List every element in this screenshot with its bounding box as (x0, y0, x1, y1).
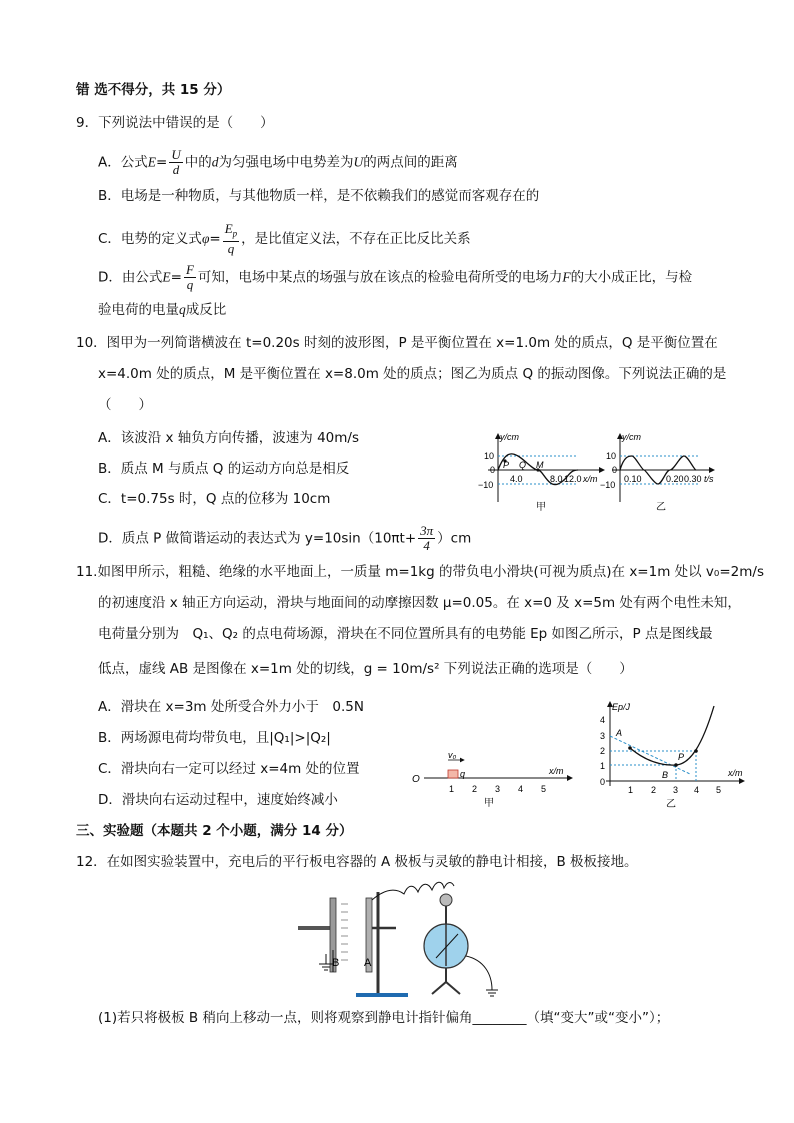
slider-on-axis-figure (412, 748, 576, 808)
q9-option-d[interactable]: D．由公式E= $\frac{F}{q}$ 可知，电场中某点的场强与放在该点的检验电荷所受的电场力F的大小成正比，与检 (98, 262, 693, 292)
q10-option-d[interactable]: D．质点 P 做简谐运动的表达式为 y=10sin（10πt+ $\frac{3\pi}{4}$ ）cm (98, 523, 472, 553)
y-tick-pos: 10 (484, 451, 495, 461)
q12-sub1: (1)若只将极板 B 稍向上移动一点，则将观察到静电计指针偏角________（填“变大”或“变小”）； (98, 1010, 670, 1026)
y-tick-neg: −10 (478, 480, 494, 490)
y-tick-2: 2 (600, 746, 606, 756)
q10-line-2: x=4.0m 处的质点，M 是平衡位置在 x=8.0m 处的质点；图乙为质点 Q 的振动图像。下列说法正确的是 (98, 366, 727, 382)
t-tick-010: 0.10 (624, 474, 642, 484)
q9-option-d-cont: 验电荷的电量q成反比 (98, 302, 227, 318)
label-plate-b: B (332, 957, 340, 969)
caption-jia: 甲 (536, 502, 546, 513)
x-axis-label: x/m (728, 768, 743, 778)
origin-label: O (412, 774, 420, 785)
wave-graph-figure (478, 430, 608, 512)
x-tick-4: 4.0 (510, 474, 523, 484)
capacitor-electrometer-apparatus (296, 874, 502, 1006)
label-p: P (678, 752, 685, 762)
q-label: q (460, 769, 466, 779)
t-axis-label: t/s (704, 474, 714, 484)
potential-energy-graph (590, 696, 750, 814)
label-p: P (503, 460, 510, 470)
ep-curve (630, 706, 714, 765)
x-tick-5: 5 (541, 784, 547, 794)
y-axis-label: y/cm (622, 432, 641, 442)
caption-jia: 甲 (484, 798, 494, 809)
x-tick-8: 8.0 (550, 474, 563, 484)
label-b: B (662, 770, 669, 780)
electrometer-knob (440, 894, 452, 906)
vibration-graph-figure (600, 430, 722, 513)
x-tick-3: 3 (495, 784, 501, 794)
point-p (674, 763, 678, 767)
q10-option-c[interactable]: C．t=0.75s 时，Q 点的位移为 10cm (98, 491, 331, 507)
caption-yi: 乙 (656, 502, 666, 513)
q10-option-a[interactable]: A．该波沿 x 轴负方向传播，波速为 40m/s (98, 430, 360, 446)
x-axis-label: x/m (583, 474, 598, 484)
y-tick-1: 1 (600, 761, 606, 771)
ground-wire (466, 956, 492, 990)
x-tick-2: 2 (651, 785, 657, 795)
label-m: M (536, 460, 544, 470)
x-tick-3: 3 (673, 785, 679, 795)
y-tick-pos: 10 (606, 451, 617, 461)
x-tick-1: 1 (449, 784, 455, 794)
x-tick-2: 2 (472, 784, 478, 794)
label-q: Q (519, 460, 527, 470)
fraction-ep-over-q: $\frac{E_p}{q}$ (224, 221, 238, 256)
x-tick-1: 1 (628, 785, 634, 795)
fraction-f-over-q: $\frac{F}{q}$ (185, 262, 194, 292)
section-3-heading: 三、实验题（本题共 2 个小题，满分 14 分） (76, 823, 353, 839)
caption-yi: 乙 (666, 799, 676, 810)
y-axis-label: y/cm (500, 432, 519, 442)
label-a: A (616, 728, 623, 738)
t-tick-030: 0.30 (684, 474, 702, 484)
q10-line-3: （ ） (98, 397, 152, 413)
q9-stem: 9．下列说法中错误的是（ ） (76, 115, 274, 131)
y-tick-neg: −10 (600, 480, 616, 490)
section-header-tail: 错 选不得分，共 15 分） (76, 82, 231, 98)
q12-stem: 12．在如图实验装置中，充电后的平行板电容器的 A 极板与灵敏的静电计相接，B 极板接地。 (76, 854, 638, 870)
x-tick-12: 12.0 (564, 474, 582, 484)
label-plate-a: A (364, 957, 372, 969)
x-tick-4: 4 (518, 784, 524, 794)
q11-line-2: 的初速度沿 x 轴正方向运动，滑块与地面间的动摩擦因数 μ=0.05。在 x=0 及 x=5m 处有两个电性未知， (98, 595, 741, 611)
field-marks (341, 904, 348, 960)
slider-block (448, 770, 458, 778)
fraction-3pi-over-4: $\frac{3\pi}{4}$ (420, 523, 434, 553)
q11-option-a[interactable]: A．滑块在 x=3m 处所受合外力小于 0.5N (98, 699, 364, 715)
origin-zero: 0 (600, 777, 606, 787)
q10-option-b[interactable]: B．质点 M 与质点 Q 的运动方向总是相反 (98, 461, 350, 477)
q11-line-3: 电荷量分别为 Q₁、Q₂ 的点电荷场源，滑块在不同位置所具有的电势能 Ep 如图乙所示，P 点是图线最 (98, 626, 713, 642)
x-axis-label: x/m (549, 766, 564, 776)
y-tick-zero: 0 (490, 465, 496, 475)
q9-option-a[interactable]: A．公式E= $\frac{U}{d}$ 中的d为匀强电场中电势差为U的两点间的距离 (98, 147, 458, 177)
y-tick-3: 3 (600, 731, 606, 741)
x-tick-5: 5 (716, 785, 722, 795)
y-axis-label: Ep/J (612, 702, 631, 712)
fraction-u-over-d: $\frac{U}{d}$ (171, 147, 181, 177)
q11-line-4: 低点，虚线 AB 是图像在 x=1m 处的切线，g = 10m/s² 下列说法正确的选项是（ ） (98, 661, 633, 677)
q11-option-c[interactable]: C．滑块向右一定可以经过 x=4m 处的位置 (98, 761, 360, 777)
y-tick-4: 4 (600, 715, 606, 725)
curve-point-x4 (694, 749, 698, 753)
t-tick-020: 0.20 (666, 474, 684, 484)
q9-option-b[interactable]: B．电场是一种物质，与其他物质一样，是不依赖我们的感觉而客观存在的 (98, 188, 540, 204)
curve-point-x1 (628, 746, 632, 750)
q9-option-c[interactable]: C．电势的定义式φ= $\frac{E_p}{q}$ ，是比值定义法，不存在正比反比关系 (98, 221, 471, 256)
q11-option-d[interactable]: D．滑块向右运动过程中，速度始终减小 (98, 792, 338, 808)
v0-label: v₀ (448, 750, 457, 760)
electrometer-base (432, 982, 460, 994)
q11-line-1: 11.如图甲所示，粗糙、绝缘的水平地面上，一质量 m=1kg 的带负电小滑块(可视为质点)在 x=1m 处以 v₀=2m/s (76, 564, 764, 580)
q10-line-1: 10．图甲为一列简谐横波在 t=0.20s 时刻的波形图，P 是平衡位置在 x=1.0m 处的质点，Q 是平衡位置在 (76, 335, 718, 351)
x-tick-4: 4 (694, 785, 700, 795)
y-tick-zero: 0 (612, 465, 618, 475)
q11-option-b[interactable]: B．两场源电荷均带负电，且|Q₁|>|Q₂| (98, 730, 331, 746)
